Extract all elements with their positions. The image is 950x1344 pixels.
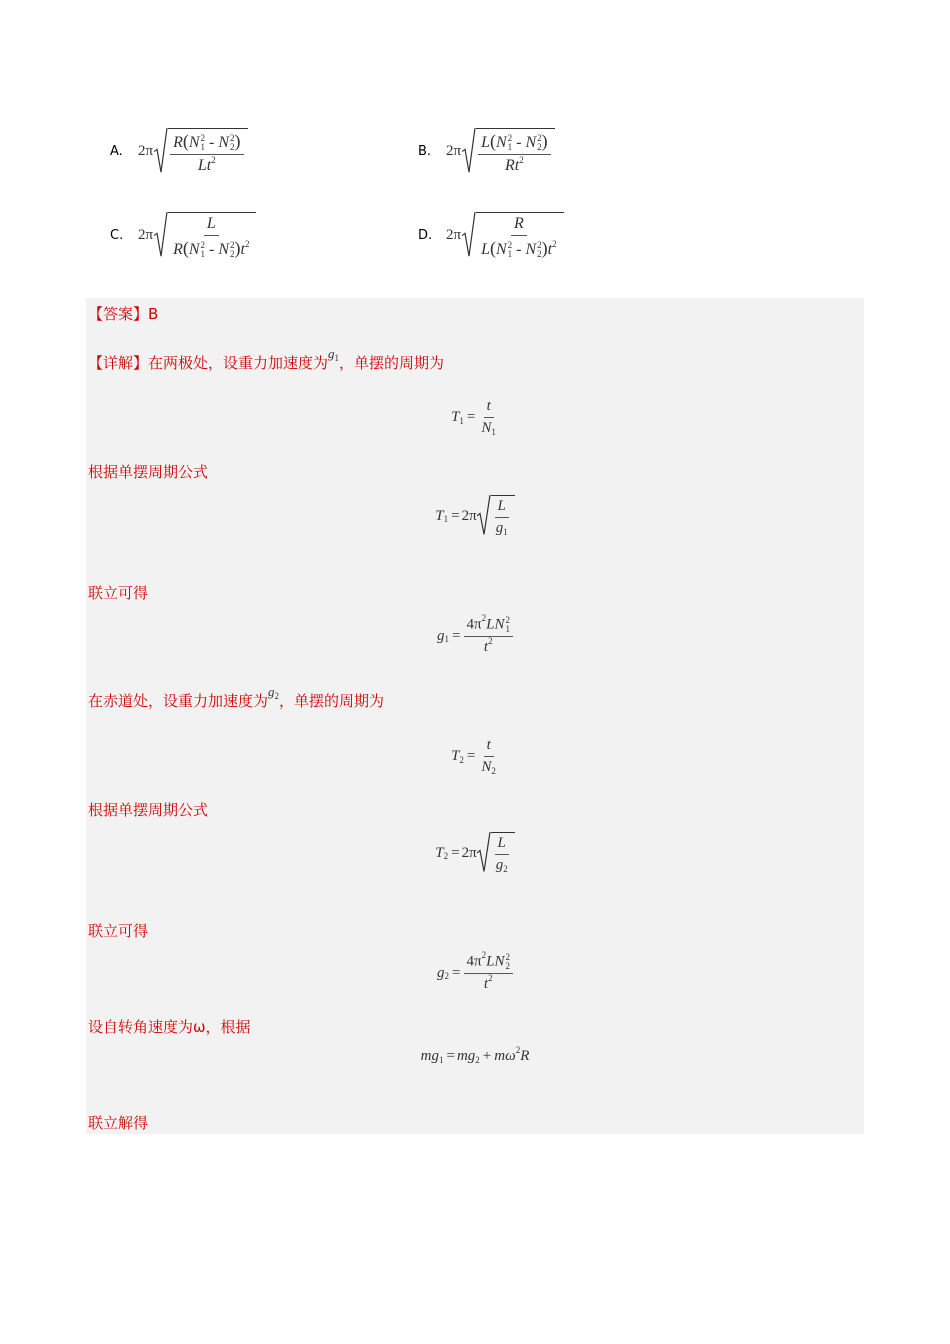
two-pi: 2π bbox=[138, 143, 154, 160]
equation-t1-period: T 1 = $\frac{t}{N_1}$ bbox=[451, 398, 496, 437]
option-c[interactable] bbox=[110, 212, 256, 259]
equation-g2: g 2 = $4\pi^2LN$ 2 2 $t^2$ bbox=[0, 953, 950, 993]
answer-line: 【答案】B bbox=[88, 305, 159, 323]
equation-g1: g 1 = $4\pi^2LN$ 2 1 $t^2$ bbox=[0, 616, 950, 656]
equation-force-balance: m g 1 = m g 2 + m ω 2 R bbox=[420, 1044, 530, 1065]
option-b[interactable] bbox=[418, 128, 555, 175]
option-a-label: A. bbox=[110, 144, 123, 160]
equator-intro: 在赤道处，设重力加速度为$g_2$，单摆的周期为 bbox=[88, 684, 385, 710]
combine-1: 联立可得 bbox=[88, 584, 149, 602]
two-pi: 2π bbox=[138, 227, 154, 244]
rotation-intro: 设自转角速度为ω，根据 bbox=[88, 1018, 251, 1036]
solve-line: 联立解得 bbox=[88, 1114, 149, 1132]
detail-intro: 【详解】在两极处，设重力加速度为$g_1$，单摆的周期为 bbox=[88, 346, 445, 372]
combine-2: 联立可得 bbox=[88, 922, 149, 940]
option-d[interactable] bbox=[418, 212, 564, 259]
pendulum-formula-2: 根据单摆周期公式 bbox=[88, 801, 209, 819]
fraction: L(N 2 1 - N 2 2 ) Rt$^2$ bbox=[478, 131, 551, 175]
two-pi: 2π bbox=[446, 227, 462, 244]
radical bbox=[154, 128, 247, 175]
option-c-label: C. bbox=[110, 228, 124, 244]
two-pi: 2π bbox=[446, 143, 462, 160]
option-a[interactable] bbox=[110, 128, 248, 175]
option-b-label: B. bbox=[418, 144, 432, 160]
equation-t1-formula: T 1 = 2π $\frac{L}{g_1}$ bbox=[0, 495, 950, 537]
radical bbox=[154, 212, 256, 259]
equation-t2-formula: T 2 = 2π $\frac{L}{g_2}$ bbox=[0, 832, 950, 874]
pendulum-formula-1: 根据单摆周期公式 bbox=[88, 463, 209, 481]
fraction: R(N 2 1 - N 2 2 ) Lt$^2$ bbox=[170, 131, 243, 175]
equation-t2-period: T 2 = $\frac{t}{N_2}$ bbox=[451, 737, 496, 776]
fraction: R L(N 2 1 - N 2 2 )$t^2$ bbox=[481, 215, 557, 260]
option-d-label: D. bbox=[418, 228, 433, 244]
radical bbox=[462, 128, 555, 175]
fraction: L R(N 2 1 - N 2 2 )$t^2$ bbox=[173, 215, 250, 260]
radical bbox=[462, 212, 564, 259]
